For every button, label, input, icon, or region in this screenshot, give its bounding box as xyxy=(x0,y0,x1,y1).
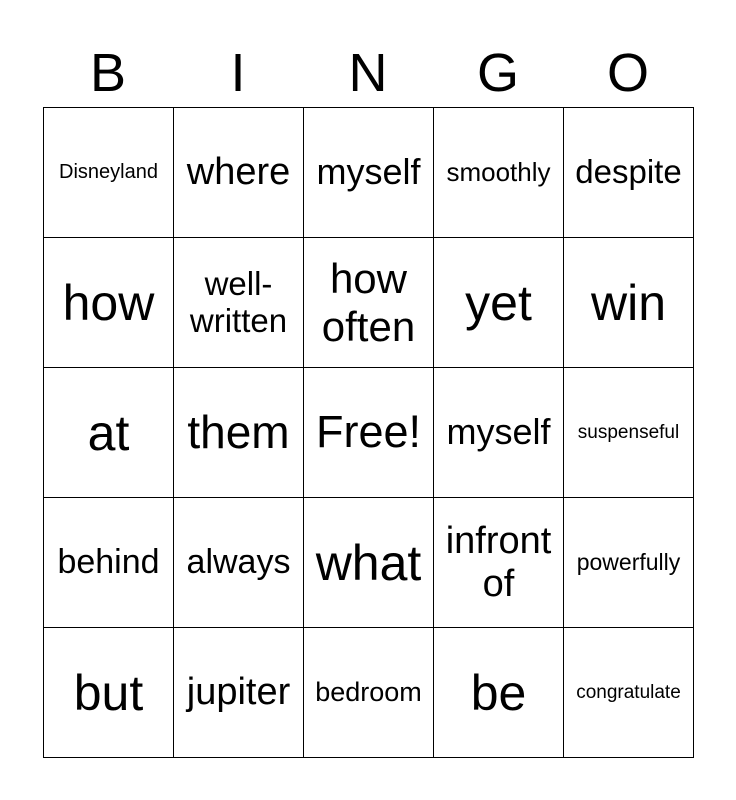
bingo-cell[interactable] xyxy=(434,628,564,758)
bingo-cell[interactable] xyxy=(434,238,564,368)
bingo-cell-label: despite xyxy=(575,153,682,191)
bingo-cell[interactable] xyxy=(304,498,434,628)
header-letter-b: B xyxy=(89,43,127,103)
bingo-cell[interactable] xyxy=(564,628,694,758)
bingo-cell-label: be xyxy=(470,664,527,721)
bingo-cell-label: yet xyxy=(465,274,532,331)
bingo-cell-label: behind xyxy=(57,543,160,582)
bingo-cell-label: where xyxy=(186,151,291,194)
bingo-cell[interactable] xyxy=(564,238,694,368)
bingo-cell[interactable] xyxy=(434,108,564,238)
bingo-cell-label: Free! xyxy=(315,406,422,458)
bingo-cell-label: how xyxy=(62,274,155,331)
bingo-cell-label: what xyxy=(315,534,422,591)
bingo-cell-label: suspenseful xyxy=(577,421,680,443)
bingo-cell[interactable] xyxy=(44,628,174,758)
bingo-cell-label: smoothly xyxy=(446,156,551,187)
bingo-cell[interactable] xyxy=(44,238,174,368)
bingo-cell[interactable] xyxy=(174,238,304,368)
bingo-cell[interactable] xyxy=(304,628,434,758)
bingo-cell-label: well- written xyxy=(189,264,288,339)
header-letter-i: I xyxy=(230,43,246,103)
bingo-cell[interactable] xyxy=(434,498,564,628)
bingo-cell[interactable] xyxy=(174,498,304,628)
bingo-cell[interactable] xyxy=(174,628,304,758)
bingo-cell-label: but xyxy=(73,664,144,721)
header-letter-n: N xyxy=(348,43,388,103)
bingo-cell-label: at xyxy=(87,404,130,461)
free-space-cell[interactable] xyxy=(304,368,434,498)
bingo-cell-label: them xyxy=(187,405,290,458)
bingo-cell[interactable] xyxy=(44,498,174,628)
bingo-cell[interactable] xyxy=(434,368,564,498)
bingo-cell-label: win xyxy=(590,274,667,331)
bingo-cell[interactable] xyxy=(564,108,694,238)
bingo-cell-label: how often xyxy=(321,255,416,350)
bingo-cell[interactable] xyxy=(304,108,434,238)
bingo-cell-label: jupiter xyxy=(186,671,291,714)
bingo-header xyxy=(43,38,693,108)
bingo-cell[interactable] xyxy=(304,238,434,368)
bingo-cell-label: myself xyxy=(446,411,551,453)
bingo-cell-label: always xyxy=(186,543,291,582)
bingo-cell-label: Disneyland xyxy=(59,161,158,184)
bingo-cell[interactable] xyxy=(564,498,694,628)
header-letter-g: G xyxy=(476,43,519,103)
bingo-cell[interactable] xyxy=(564,368,694,498)
bingo-cell[interactable] xyxy=(44,368,174,498)
bingo-board xyxy=(43,107,694,758)
bingo-cell[interactable] xyxy=(174,368,304,498)
bingo-cell[interactable] xyxy=(44,108,174,238)
bingo-cell-label: congratulate xyxy=(576,681,681,703)
header-letter-o: O xyxy=(606,43,649,103)
bingo-cell-label: powerfully xyxy=(576,548,681,575)
bingo-cell-label: infront of xyxy=(445,519,552,605)
bingo-cell-label: bedroom xyxy=(315,677,422,708)
bingo-cell[interactable] xyxy=(174,108,304,238)
bingo-cell-label: myself xyxy=(316,151,421,193)
